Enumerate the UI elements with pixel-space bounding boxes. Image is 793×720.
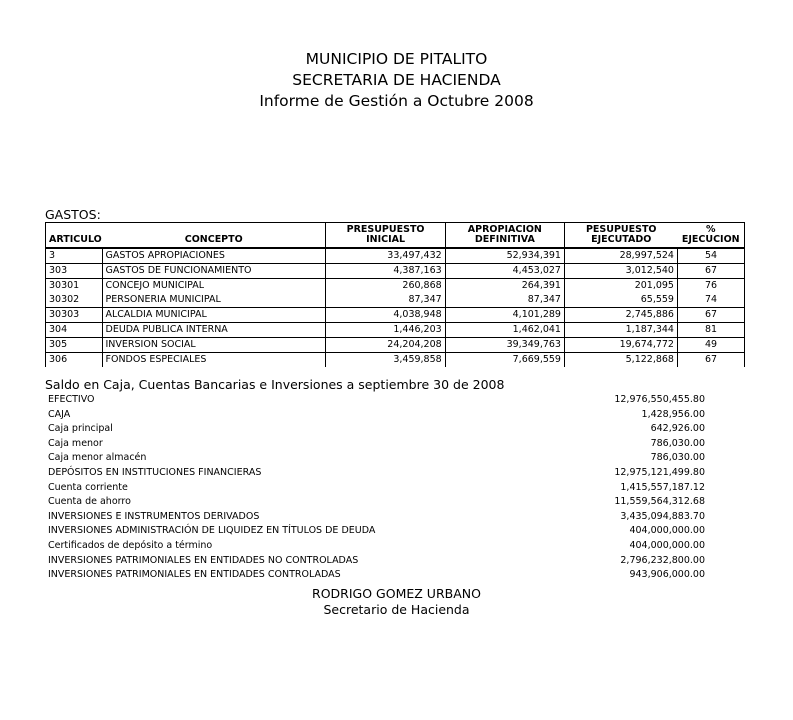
list-item: INVERSIONES PATRIMONIALES EN ENTIDADES CONTROLADAS 943,906,000.00 bbox=[48, 569, 705, 581]
col-presupuesto-bottom: INICIAL bbox=[326, 235, 445, 248]
list-item: Caja menor 786,030.00 bbox=[48, 437, 705, 449]
report-title: Informe de Gestión a Octubre 2008 bbox=[259, 92, 534, 110]
gastos-label: GASTOS: bbox=[45, 207, 101, 222]
table-row: 30301 CONCEJO MUNICIPAL 260,868 264,391 201,095 76 bbox=[46, 279, 745, 294]
table-row: 30302 PERSONERIA MUNICIPAL 87,347 87,347 65,559 74 bbox=[46, 293, 745, 308]
list-item: INVERSIONES E INSTRUMENTOS DERIVADOS 3,435,094,883.70 bbox=[48, 510, 705, 522]
table-row: 3 GASTOS APROPIACIONES 33,497,432 52,934,391 28,997,524 54 bbox=[46, 248, 745, 264]
table-row: 30303 ALCALDIA MUNICIPAL 4,038,948 4,101,289 2,745,886 67 bbox=[46, 308, 745, 323]
col-ejecutado-bottom: EJECUTADO bbox=[564, 235, 677, 248]
col-concepto: CONCEPTO bbox=[102, 235, 326, 248]
list-item: INVERSIONES ADMINISTRACIÓN DE LIQUIDEZ EN TÍTULOS DE DEUDA 404,000,000.00 bbox=[48, 525, 705, 537]
list-item: CAJA 1,428,956.00 bbox=[48, 408, 705, 420]
gastos-header-row-2 bbox=[46, 235, 745, 248]
col-ejecucion-top: % bbox=[677, 223, 744, 236]
list-item: Caja principal 642,926.00 bbox=[48, 423, 705, 435]
list-item: Cuenta corriente 1,415,557,187.12 bbox=[48, 481, 705, 493]
gastos-header-row-1 bbox=[46, 223, 745, 236]
gastos-table bbox=[45, 222, 745, 367]
col-presupuesto-top: PRESUPUESTO bbox=[326, 223, 445, 236]
list-item: Certificados de depósito a término 404,000,000.00 bbox=[48, 539, 705, 551]
signature-name: RODRIGO GOMEZ URBANO bbox=[312, 586, 481, 601]
col-ejecucion-bottom: EJECUCION bbox=[677, 235, 744, 248]
municipality-title: MUNICIPIO DE PITALITO bbox=[305, 50, 488, 68]
col-apropiacion-top: APROPIACION bbox=[445, 223, 564, 236]
table-row: 305 INVERSION SOCIAL 24,204,208 39,349,763 19,674,772 49 bbox=[46, 338, 745, 353]
table-row: 303 GASTOS DE FUNCIONAMIENTO 4,387,163 4,453,027 3,012,540 67 bbox=[46, 264, 745, 279]
col-articulo: ARTICULO bbox=[46, 235, 103, 248]
list-item: INVERSIONES PATRIMONIALES EN ENTIDADES NO CONTROLADAS 2,796,232,800.00 bbox=[48, 554, 705, 566]
table-row: 306 FONDOS ESPECIALES 3,459,858 7,669,559 5,122,868 67 bbox=[46, 353, 745, 368]
table-row: 304 DEUDA PUBLICA INTERNA 1,446,203 1,462,041 1,187,344 81 bbox=[46, 323, 745, 338]
signature-role: Secretario de Hacienda bbox=[323, 602, 470, 617]
list-item: DEPÓSITOS EN INSTITUCIONES FINANCIERAS 12,975,121,499.80 bbox=[48, 466, 705, 478]
list-item: Cuenta de ahorro 11,559,564,312.68 bbox=[48, 496, 705, 508]
department-title: SECRETARIA DE HACIENDA bbox=[292, 71, 501, 89]
col-apropiacion-bottom: DEFINITIVA bbox=[445, 235, 564, 248]
col-ejecutado-top: PESUPUESTO bbox=[564, 223, 677, 236]
saldo-title: Saldo en Caja, Cuentas Bancarias e Inversiones a septiembre 30 de 2008 bbox=[45, 377, 505, 392]
list-item: Caja menor almacén 786,030.00 bbox=[48, 452, 705, 464]
list-item: EFECTIVO 12,976,550,455.80 bbox=[48, 394, 705, 405]
saldo-list bbox=[45, 393, 705, 583]
